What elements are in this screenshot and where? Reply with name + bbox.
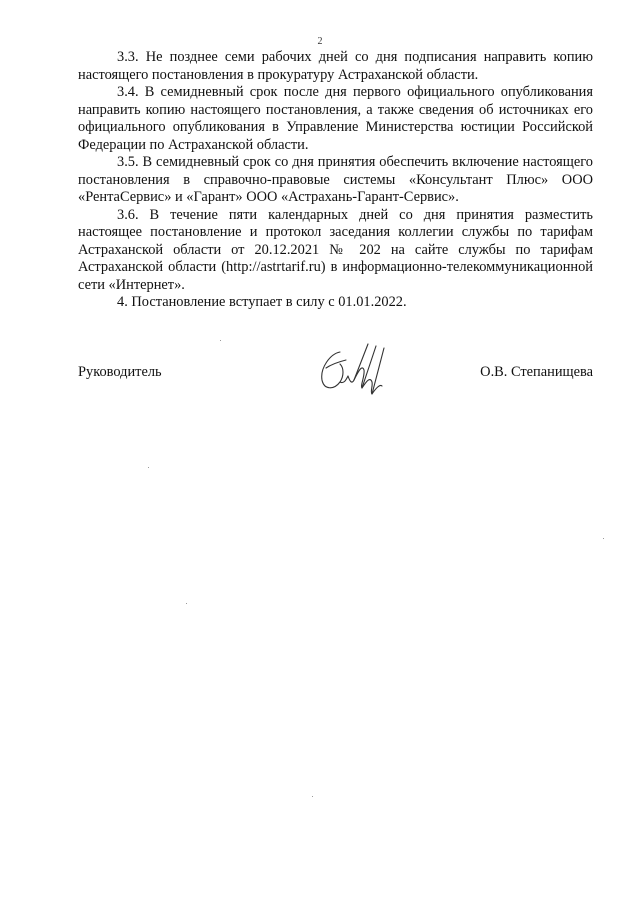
signatory-name: О.В. Степанищева bbox=[480, 364, 593, 380]
handwritten-signature-icon bbox=[310, 338, 396, 402]
scan-speck bbox=[603, 538, 604, 539]
paragraph-3-5: 3.5. В семидневный срок со дня принятия обеспечить включение настоящего постановления в справочно-правовые системы «Консультант Плюс» ООО «РентаСервис» и «Гарант» ООО «Астрахань-Гарант-Сервис». bbox=[78, 154, 593, 205]
document-body bbox=[78, 49, 593, 312]
scan-speck bbox=[220, 340, 221, 341]
paragraph-3-3: 3.3. Не позднее семи рабочих дней со дня подписания направить копию настоящего постановления в прокуратуру Астраханской области. bbox=[78, 49, 593, 83]
signature-block bbox=[78, 338, 593, 408]
scan-speck bbox=[312, 796, 313, 797]
page-number: 2 bbox=[317, 36, 323, 47]
signatory-title: Руководитель bbox=[78, 364, 162, 380]
paragraph-4: 4. Постановление вступает в силу с 01.01.2022. bbox=[117, 294, 407, 310]
scan-speck bbox=[186, 603, 187, 604]
paragraph-3-4: 3.4. В семидневный срок после дня первого официального опубликования направить копию настоящего постановления, а также сведения об источниках его официального опубликования в Управление Министерства юстиции Российской Федерации по Астраханской области. bbox=[78, 84, 593, 153]
scan-speck bbox=[148, 467, 149, 468]
paragraph-3-6: 3.6. В течение пяти календарных дней со дня принятия разместить настоящее постановление и протокол заседания коллегии службы по тарифам Астраханской области от 20.12.2021 № 202 на сайте службы по тарифам Астраханской области (http://astrtarif.ru) в информационно-телекоммуникационной сети «Интернет». bbox=[78, 206, 593, 293]
